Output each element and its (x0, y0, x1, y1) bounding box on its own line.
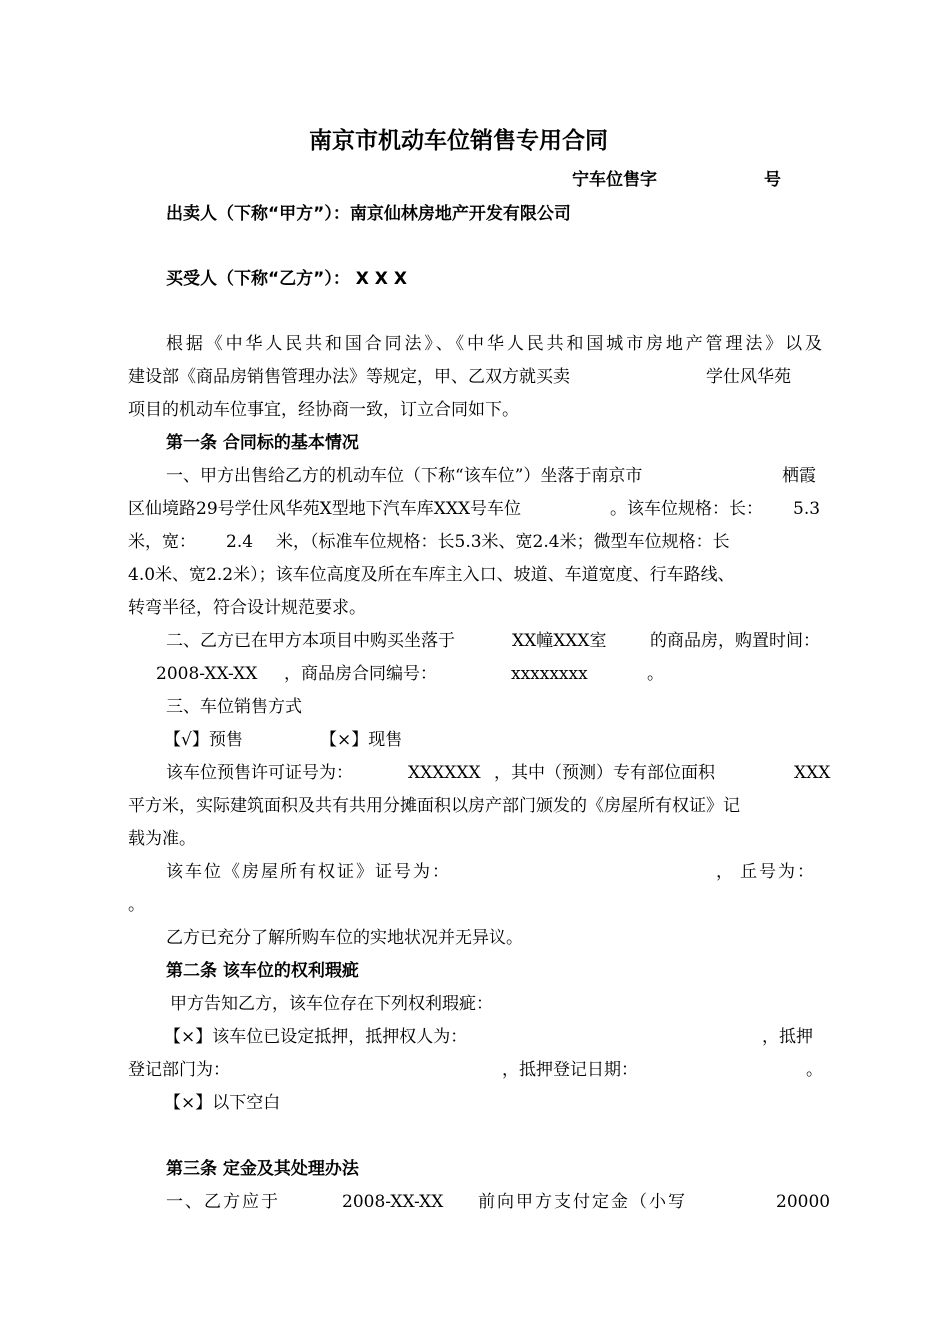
a1-p2-line1b: XX幢XXX室 (512, 631, 607, 651)
buyer-awareness: 乙方已充分了解所购车位的实地状况并无异议。 (166, 928, 523, 948)
doc-number-prefix: 宁车位售字 (572, 170, 657, 190)
buyer-line: 买受人（下称“乙方”）： X X X (166, 269, 407, 289)
doc-number-suffix: 号 (764, 170, 781, 190)
option-current-sale: 【×】现售 (320, 730, 403, 750)
a2-mortgage-end: 。 (806, 1060, 823, 1080)
a2-mortgage-line1: 【×】该车位已设定抵押，抵押权人为： (164, 1027, 468, 1047)
a1-p1-line2b: 。该车位规格：长： (610, 499, 763, 519)
area-line-2: 平方米，实际建筑面积及共有共用分摊面积以房产部门颁发的《房屋所有权证》记 (128, 796, 740, 816)
a3-line1b: 2008-XX-XX (342, 1192, 444, 1212)
ownership-cert-comma: ， (716, 862, 733, 882)
preamble-line-2a: 建设部《商品房销售管理办法》等规定，甲、乙双方就买卖 (128, 367, 570, 387)
a1-p1-line3a: 米，宽： (128, 532, 196, 552)
a1-p2-line2a: 2008-XX-XX (156, 664, 258, 684)
lot-number-label: 丘号为： (740, 862, 816, 882)
preamble-line-3: 项目的机动车位事宜，经协商一致，订立合同如下。 (128, 400, 519, 420)
a1-p1-line5: 转弯半径，符合设计规范要求。 (128, 598, 366, 618)
article-2-heading: 第二条 该车位的权利瑕疵 (166, 961, 359, 981)
a2-intro: 甲方告知乙方，该车位存在下列权利瑕疵： (170, 994, 493, 1014)
permit-area-value: XXX (794, 763, 831, 783)
permit-number: XXXXXX (408, 763, 481, 783)
article-1-heading: 第一条 合同标的基本情况 (166, 433, 359, 453)
a1-p2-line2d: 。 (647, 664, 664, 684)
a2-blank-option: 【×】以下空白 (164, 1093, 281, 1113)
a1-p2-line1a: 二、乙方已在甲方本项目中购买坐落于 (166, 631, 455, 651)
seller-line: 出卖人（下称“甲方”）：南京仙林房地产开发有限公司 (166, 204, 571, 224)
a3-line1c: 前向甲方支付定金（小写 (478, 1192, 687, 1212)
a3-line1a: 一、乙方应于 (166, 1192, 280, 1212)
a1-p2-line2b: ，商品房合同编号： (284, 664, 437, 684)
a1-p2-line1c: 的商品房，购置时间： (650, 631, 820, 651)
a2-mortgage-dept: 登记部门为： (128, 1060, 230, 1080)
preamble-line-2b: 学仕风华苑 (706, 367, 791, 387)
ownership-cert-label: 该车位《房屋所有权证》证号为： (166, 862, 451, 882)
a3-line1d: 20000 (776, 1192, 831, 1212)
area-line-3: 载为准。 (128, 829, 196, 849)
a2-mortgage-date: ，抵押登记日期： (502, 1060, 638, 1080)
contract-title: 南京市机动车位销售专用合同 (309, 128, 608, 154)
a1-p2-line2c: xxxxxxxx (511, 664, 588, 684)
ownership-cert-end: 。 (128, 895, 145, 915)
a1-p1-line1a: 一、甲方出售给乙方的机动车位（下称“该车位”）坐落于南京市 (166, 466, 643, 486)
article-3-heading: 第三条 定金及其处理办法 (166, 1159, 359, 1179)
a1-p1-line2a: 区仙境路29号学仕风华苑X型地下汽车库XXX号车位 (128, 499, 522, 519)
a1-p1-line3c: 米，（标准车位规格：长5.3米、宽2.4米；微型车位规格：长 (276, 532, 730, 552)
permit-label: 该车位预售许可证号为： (166, 763, 353, 783)
a1-p1-line4: 4.0米、宽2.2米）；该车位高度及所在车库主入口、坡道、车道宽度、行车路线、 (128, 565, 735, 585)
permit-area-label: ，其中（预测）专有部位面积 (494, 763, 715, 783)
preamble-line-1: 根据《中华人民共和国合同法》、《中华人民共和国城市房地产管理法》以及 (166, 334, 822, 354)
a1-p1-line1b: 栖霞 (782, 466, 816, 486)
a1-p1-line3b: 2.4 (226, 532, 254, 552)
a1-p3: 三、车位销售方式 (166, 697, 302, 717)
a2-mortgage-line1-end: ，抵押 (762, 1027, 813, 1047)
a1-p1-line2c: 5.3 (793, 499, 821, 519)
option-presale: 【√】预售 (164, 730, 243, 750)
